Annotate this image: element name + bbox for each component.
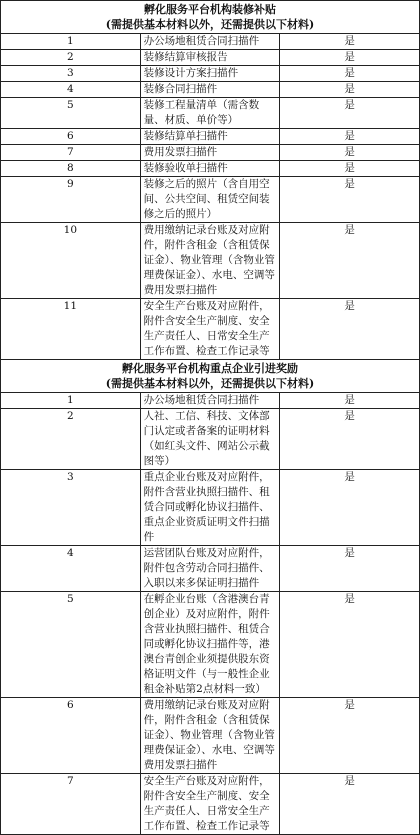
table-row bbox=[1, 223, 420, 299]
row-number: 9 bbox=[1, 177, 141, 223]
section-subtitle: (需提供基本材料以外，还需提供以下材料) bbox=[105, 377, 315, 390]
table-row bbox=[1, 145, 420, 161]
table-row bbox=[1, 50, 420, 66]
row-number: 5 bbox=[1, 98, 141, 129]
row-number: 3 bbox=[1, 470, 141, 546]
row-number: 10 bbox=[1, 223, 141, 299]
row-number: 2 bbox=[1, 409, 141, 470]
row-number: 11 bbox=[1, 299, 141, 360]
table-row bbox=[1, 546, 420, 592]
table-row bbox=[1, 299, 420, 360]
required-flag: 是 bbox=[280, 470, 420, 546]
section-header-cell bbox=[1, 1, 420, 34]
row-number: 4 bbox=[1, 546, 141, 592]
table-row bbox=[1, 592, 420, 698]
material-description: 办公场地租赁合同扫描件 bbox=[140, 393, 280, 409]
required-flag: 是 bbox=[280, 223, 420, 299]
row-number: 3 bbox=[1, 66, 141, 82]
table-row bbox=[1, 129, 420, 145]
material-description: 安全生产台账及对应附件，附件含安全生产制度、安全生产责任人、日常安全生产工作布置、检查工作记录等 bbox=[140, 774, 280, 835]
required-flag: 是 bbox=[280, 409, 420, 470]
table-row bbox=[1, 34, 420, 50]
material-description: 装修结算单扫描件 bbox=[140, 129, 280, 145]
material-description: 人社、工信、科技、文体部门认定或者备案的证明材料（如红头文件、网站公示截图等） bbox=[140, 409, 280, 470]
required-flag: 是 bbox=[280, 177, 420, 223]
required-flag: 是 bbox=[280, 66, 420, 82]
row-number: 7 bbox=[1, 145, 141, 161]
table-row bbox=[1, 393, 420, 409]
table-row bbox=[1, 470, 420, 546]
row-number: 8 bbox=[1, 161, 141, 177]
row-number: 1 bbox=[1, 34, 141, 50]
material-description: 重点企业台账及对应附件，附件含营业执照扫描件、租赁合同或孵化协议扫描件、重点企业资质证明文件扫描件 bbox=[140, 470, 280, 546]
table-row bbox=[1, 698, 420, 774]
required-flag: 是 bbox=[280, 393, 420, 409]
required-flag: 是 bbox=[280, 161, 420, 177]
table-row bbox=[1, 774, 420, 835]
material-description: 装修验收单扫描件 bbox=[140, 161, 280, 177]
row-number: 4 bbox=[1, 82, 141, 98]
material-description: 费用发票扫描件 bbox=[140, 145, 280, 161]
table-row bbox=[1, 98, 420, 129]
material-description: 装修工程量清单（需含数量、材质、单价等） bbox=[140, 98, 280, 129]
table-row bbox=[1, 177, 420, 223]
required-flag: 是 bbox=[280, 145, 420, 161]
table-row bbox=[1, 82, 420, 98]
row-number: 7 bbox=[1, 774, 141, 835]
required-flag: 是 bbox=[280, 774, 420, 835]
material-description: 装修之后的照片（含自用空间、公共空间、租赁空间装修之后的照片） bbox=[140, 177, 280, 223]
section-header-cell bbox=[1, 360, 420, 393]
material-description: 运营团队台账及对应附件，附件包含劳动合同扫描件、入职以来多保证明扫描件 bbox=[140, 546, 280, 592]
table-row bbox=[1, 409, 420, 470]
required-flag: 是 bbox=[280, 546, 420, 592]
required-flag: 是 bbox=[280, 34, 420, 50]
material-description: 装修合同扫描件 bbox=[140, 82, 280, 98]
material-description: 装修结算审核报告 bbox=[140, 50, 280, 66]
row-number: 6 bbox=[1, 129, 141, 145]
row-number: 6 bbox=[1, 698, 141, 774]
required-flag: 是 bbox=[280, 129, 420, 145]
materials-table-body bbox=[1, 1, 420, 835]
section-header bbox=[1, 360, 420, 393]
material-description: 费用缴纳记录台账及对应附件，附件含租金（含租赁保证金）、物业管理（含物业管理费保证金）、水电、空调等费用发票扫描件 bbox=[140, 223, 280, 299]
section-subtitle: (需提供基本材料以外，还需提供以下材料) bbox=[105, 18, 315, 31]
material-description: 装修设计方案扫描件 bbox=[140, 66, 280, 82]
section-title: 孵化服务平台机构装修补贴 bbox=[144, 3, 276, 16]
table-row bbox=[1, 161, 420, 177]
material-description: 在孵企业台账（含港澳台青创企业）及对应附件，附件含营业执照扫描件、租赁合同或孵化协议扫描件等，港澳台青创企业须提供股东资格证明文件（与一般性企业租金补贴第2点材料一致） bbox=[140, 592, 280, 698]
required-flag: 是 bbox=[280, 98, 420, 129]
row-number: 5 bbox=[1, 592, 141, 698]
required-flag: 是 bbox=[280, 82, 420, 98]
required-flag: 是 bbox=[280, 698, 420, 774]
section-title: 孵化服务平台机构重点企业引进奖励 bbox=[122, 362, 298, 375]
section-header bbox=[1, 1, 420, 34]
row-number: 1 bbox=[1, 393, 141, 409]
row-number: 2 bbox=[1, 50, 141, 66]
required-flag: 是 bbox=[280, 299, 420, 360]
material-description: 费用缴纳记录台账及对应附件，附件含租金（含租赁保证金）、物业管理（含物业管理费保证金）、水电、空调等费用发票扫描件 bbox=[140, 698, 280, 774]
required-flag: 是 bbox=[280, 592, 420, 698]
material-description: 办公场地租赁合同扫描件 bbox=[140, 34, 280, 50]
table-row bbox=[1, 66, 420, 82]
required-flag: 是 bbox=[280, 50, 420, 66]
material-description: 安全生产台账及对应附件，附件含安全生产制度、安全生产责任人、日常安全生产工作布置、检查工作记录等 bbox=[140, 299, 280, 360]
